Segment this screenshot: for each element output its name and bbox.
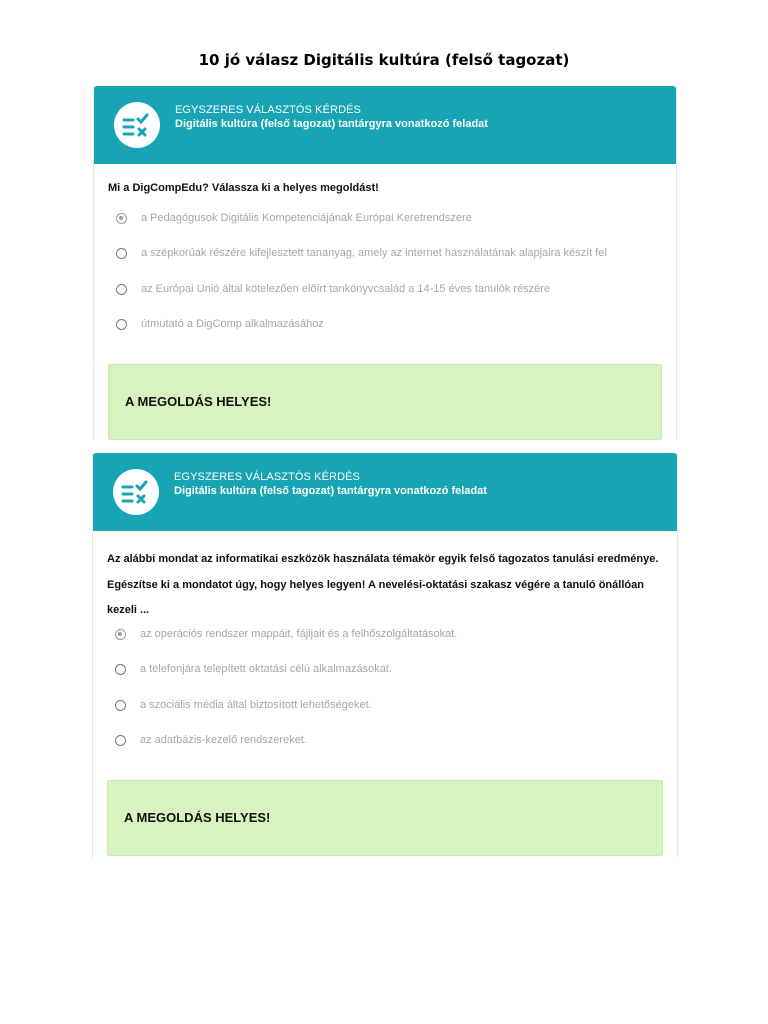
- radio-button[interactable]: [116, 319, 127, 330]
- question-text: Az alábbi mondat az informatikai eszközök használata témakör egyik felső tagozatos tanulási eredménye. Egészítse ki a mondatot úgy, hogy helyes legyen! A nevelési-oktatási szakasz végére a tanuló önállóan kezeli ...: [107, 553, 659, 616]
- page-title: 10 jó válasz Digitális kultúra (felső tagozat): [198, 51, 570, 69]
- radio-button-selected[interactable]: [115, 629, 126, 640]
- option-label: útmutató a DigComp alkalmazásához: [141, 318, 324, 330]
- option-label: a telefonjára telepített oktatási célú alkalmazásokat.: [140, 663, 392, 675]
- option-label: az Európai Unió által kötelezően előírt tankönyvcsalád a 14-15 éves tanulók részére: [141, 283, 551, 295]
- option-label: az adatbázis-kezelő rendszereket.: [140, 734, 307, 746]
- option-label: a szociális média által biztosított lehetőségeket.: [140, 699, 372, 711]
- subject-label: Digitális kultúra (felső tagozat) tantárgyra vonatkozó feladat: [175, 118, 488, 130]
- subject-label: Digitális kultúra (felső tagozat) tantárgyra vonatkozó feladat: [174, 485, 487, 497]
- question-type-label: EGYSZERES VÁLASZTÓS KÉRDÉS: [174, 471, 360, 483]
- result-text: A MEGOLDÁS HELYES!: [124, 810, 271, 825]
- radio-button[interactable]: [116, 248, 127, 259]
- radio-button[interactable]: [115, 700, 126, 711]
- card-header: [94, 86, 676, 164]
- option-label: a szépkorúak részére kifejlesztett tananyag, amely az internet használatának alapjaira készít fel: [141, 247, 607, 259]
- radio-button[interactable]: [115, 735, 126, 746]
- radio-button[interactable]: [115, 664, 126, 675]
- question-card: [92, 453, 678, 858]
- radio-button-selected[interactable]: [116, 213, 127, 224]
- result-text: A MEGOLDÁS HELYES!: [125, 394, 272, 409]
- question-card: [93, 86, 677, 440]
- result-box: [108, 364, 662, 440]
- option-label: az operációs rendszer mappáit, fájljait és a felhőszolgáltatásokat.: [140, 628, 458, 640]
- checklist-icon: [113, 469, 159, 515]
- question-text: Mi a DigCompEdu? Válassza ki a helyes megoldást!: [108, 182, 379, 194]
- checklist-icon: [114, 102, 160, 148]
- question-type-label: EGYSZERES VÁLASZTÓS KÉRDÉS: [175, 104, 361, 116]
- option-label: a Pedagógusok Digitális Kompetenciájának Európai Keretrendszere: [141, 212, 472, 224]
- card-header: [93, 453, 677, 531]
- result-box: [107, 780, 663, 856]
- radio-button[interactable]: [116, 284, 127, 295]
